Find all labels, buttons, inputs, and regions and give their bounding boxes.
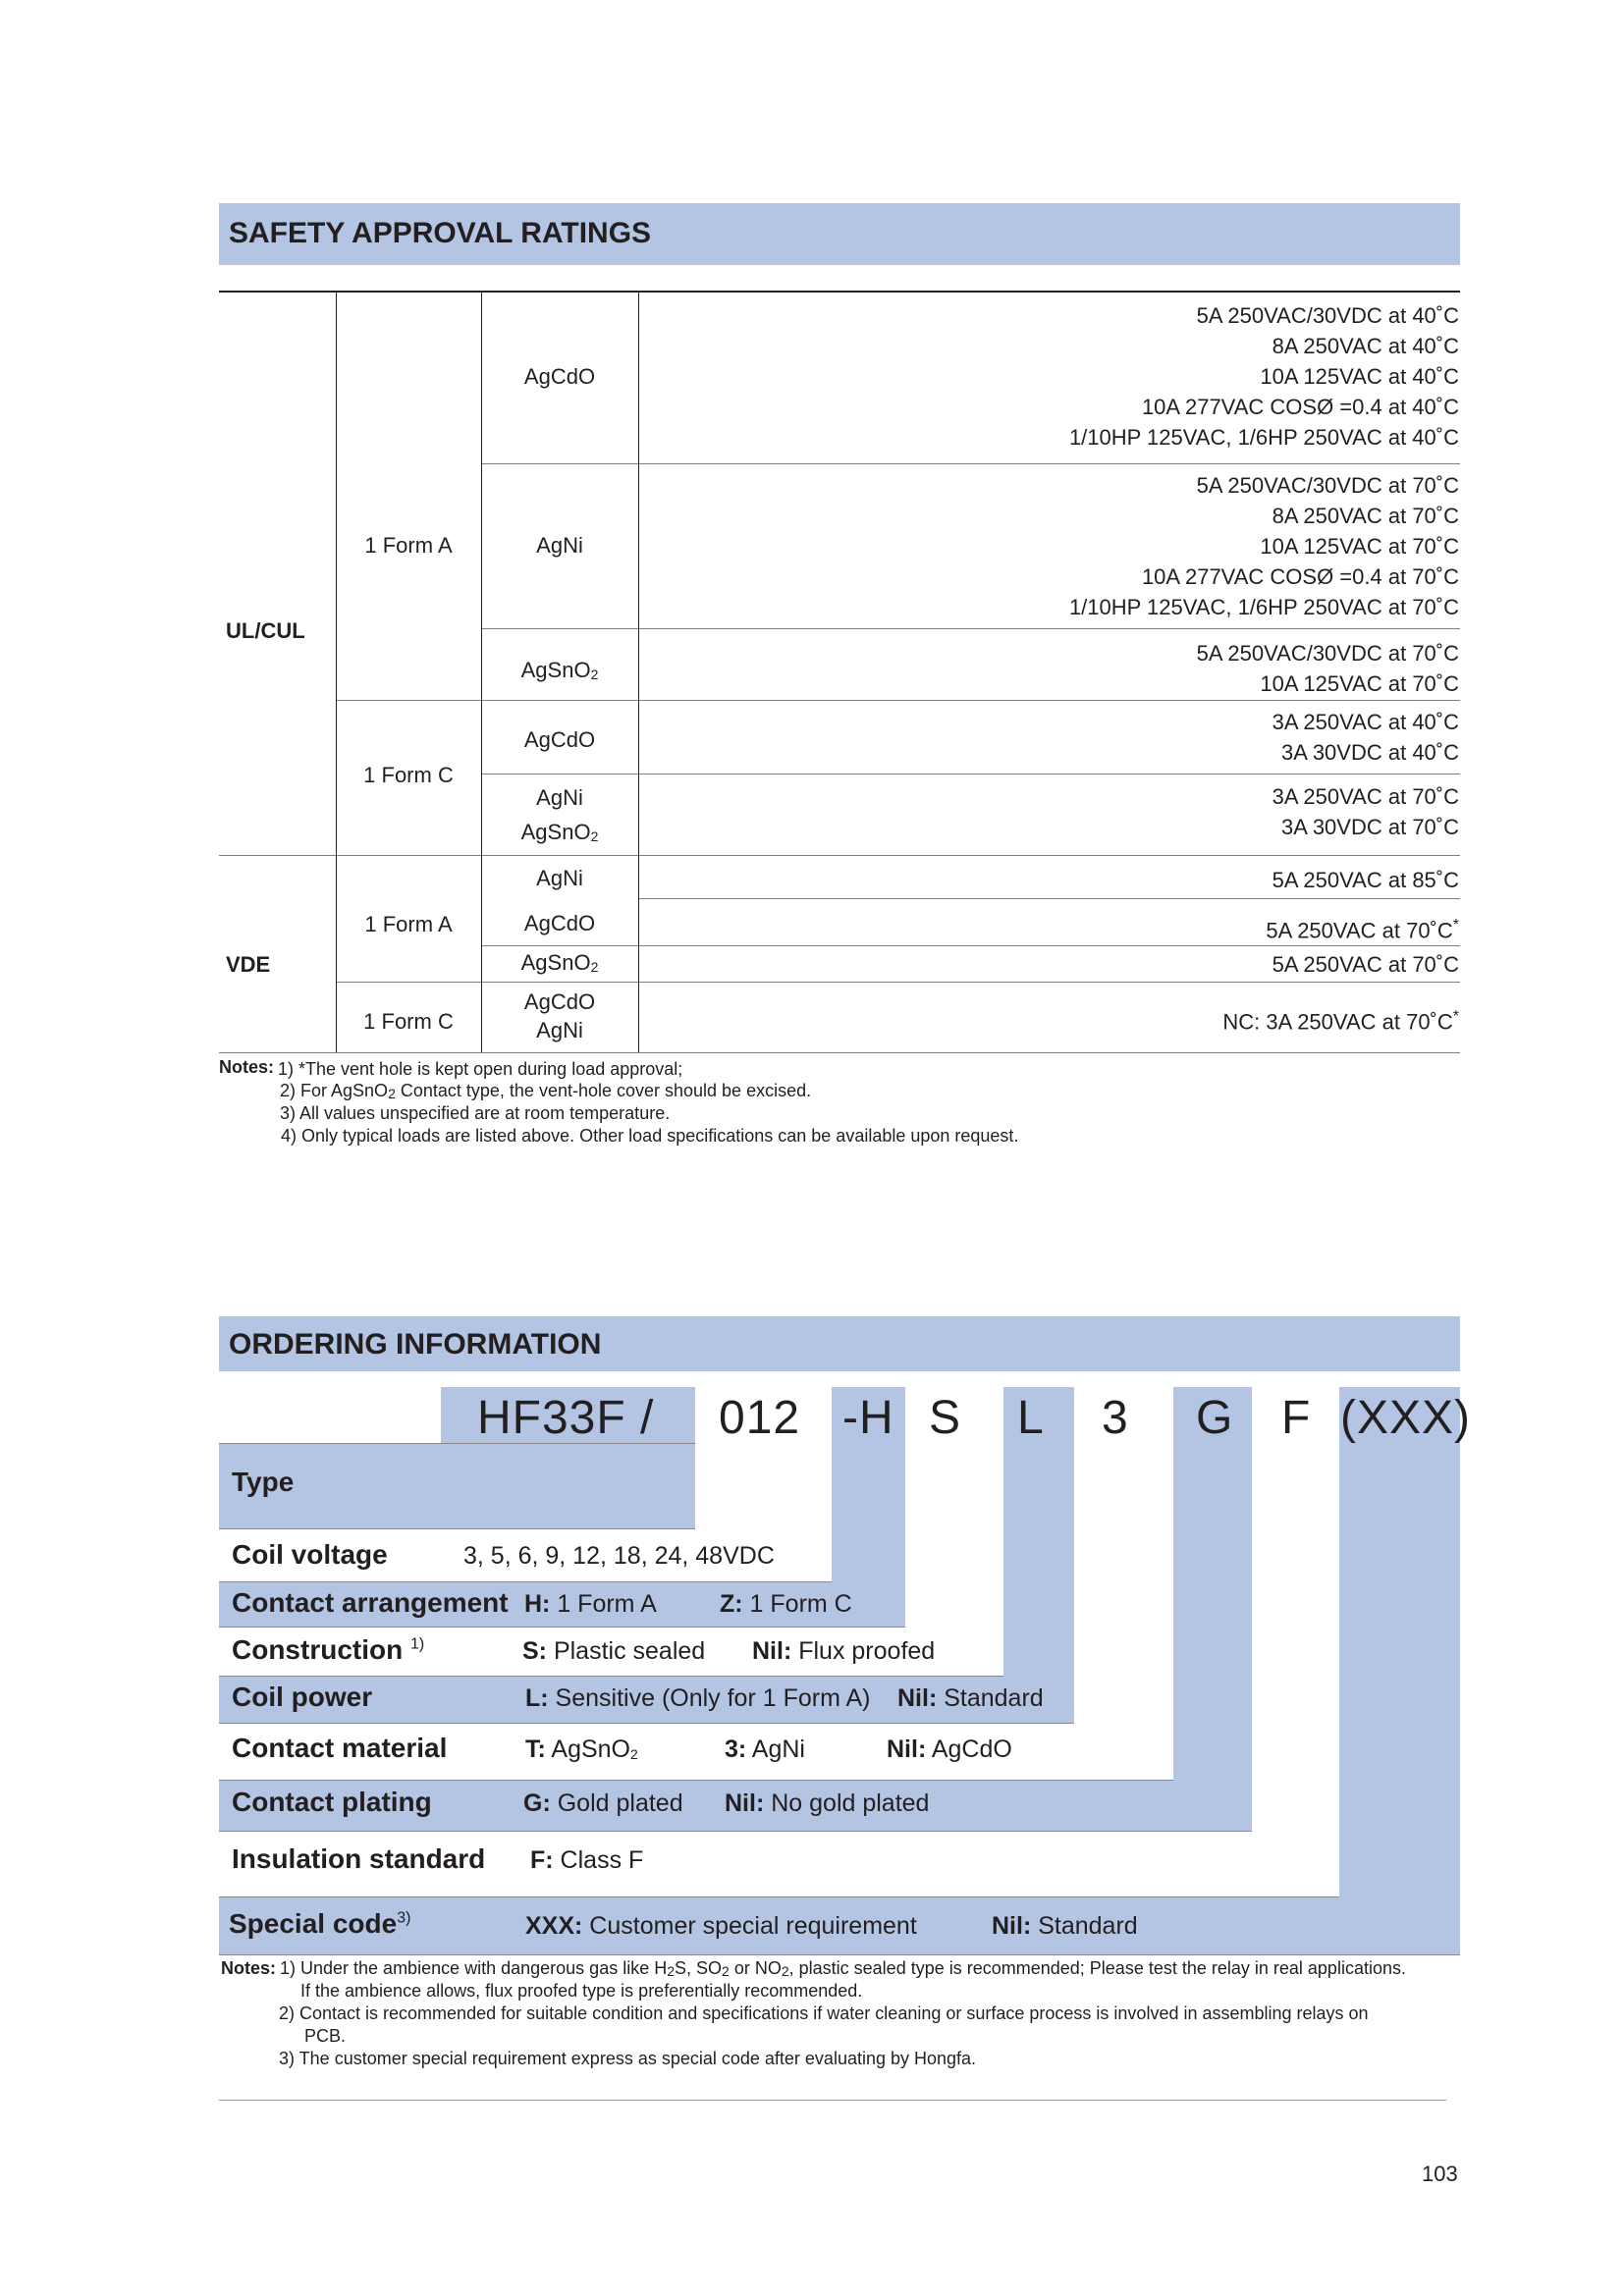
code-contact-material: 3 <box>1102 1392 1129 1444</box>
special-code-box <box>1339 1387 1460 1954</box>
code-contact-arrangement: -H <box>842 1392 894 1444</box>
rating-line: 10A 277VAC COSØ =0.4 at 70˚C <box>1141 564 1459 589</box>
row-rule <box>219 1723 1074 1724</box>
rating-line: 1/10HP 125VAC, 1/6HP 250VAC at 40˚C <box>1068 425 1459 450</box>
ordering-title: ORDERING INFORMATION <box>229 1328 602 1361</box>
form-c-label: 1 Form C <box>363 1009 454 1034</box>
rating-line: 5A 250VAC at 70˚C* <box>1266 917 1459 943</box>
note-line: 2) Contact is recommended for suitable condition and specifications if water cleaning or surface process is involved in assembling relays on <box>279 2003 1369 2023</box>
special-code-xxx: XXX: Customer special requirement <box>525 1912 917 1940</box>
contact-plating-g: G: Gold plated <box>523 1789 683 1817</box>
note-line: 1) *The vent hole is kept open during load approval; <box>278 1059 683 1079</box>
page-number: 103 <box>1422 2162 1458 2186</box>
ordering-section-header <box>219 1316 1460 1371</box>
ul-cul-label: UL/CUL <box>226 618 305 643</box>
vde-label: VDE <box>226 952 271 977</box>
plating-code-box <box>1173 1387 1252 1831</box>
special-code-nil: Nil: Standard <box>992 1912 1138 1940</box>
rating-line: 10A 125VAC at 70˚C <box>1260 534 1459 559</box>
coil-voltage-values: 3, 5, 6, 9, 12, 18, 24, 48VDC <box>463 1542 775 1570</box>
contact-material-t: T: AgSnO$_2$ <box>525 1735 638 1763</box>
table-rule <box>481 463 1460 464</box>
table-bottom-rule <box>219 1052 1460 1053</box>
table-top-rule <box>219 291 1460 293</box>
code-construction: S <box>929 1392 962 1444</box>
note-line: 2) For AgSnO$_2$ Contact type, the vent-hole cover should be excised. <box>280 1081 812 1101</box>
code-type: HF33F / <box>477 1392 655 1444</box>
rating-line: 10A 277VAC COSØ =0.4 at 40˚C <box>1141 395 1459 419</box>
form-a-label: 1 Form A <box>364 912 453 936</box>
row-rule <box>219 1896 1339 1897</box>
row-rule <box>219 1581 832 1582</box>
table-col-rule <box>336 293 337 1052</box>
rating-line: 5A 250VAC/30VDC at 40˚C <box>1196 303 1459 328</box>
row-rule <box>219 1627 905 1628</box>
row-rule <box>219 1528 695 1529</box>
contact-plating-nil: Nil: No gold plated <box>725 1789 930 1817</box>
form-a-label: 1 Form A <box>364 533 453 558</box>
table-rule <box>336 982 1460 983</box>
material-agcdo: AgCdO <box>523 989 596 1014</box>
note-line: 3) The customer special requirement express as special code after evaluating by Hongfa. <box>279 2049 977 2068</box>
coil-power-nil: Nil: Standard <box>897 1684 1044 1712</box>
note-line: 1) Under the ambience with dangerous gas like $H_2S$, $SO_2$ or $NO_2$, plastic sealed type is recommended; Please test the relay in real applications. <box>280 1958 1406 1979</box>
insulation-label: Insulation standard <box>232 1843 486 1874</box>
row-rule <box>219 1954 1460 1955</box>
material-agsno2: AgSnO$_2$ <box>520 820 599 844</box>
rating-line: 5A 250VAC at 85˚C <box>1272 868 1459 892</box>
note-line: PCB. <box>304 2026 347 2046</box>
coil-power-l: L: Sensitive (Only for 1 Form A) <box>525 1684 871 1712</box>
code-coil-voltage: 012 <box>719 1392 801 1444</box>
contact-material-nil: Nil: AgCdO <box>887 1735 1012 1763</box>
coil-power-label: Coil power <box>232 1682 373 1712</box>
material-agsno2: AgSnO$_2$ <box>520 950 599 975</box>
code-special: (XXX) <box>1340 1392 1472 1444</box>
rating-line: 10A 125VAC at 70˚C <box>1260 671 1459 696</box>
rating-line: 5A 250VAC at 70˚C <box>1272 952 1459 977</box>
notes-label: Notes: <box>219 1057 275 1077</box>
rating-line: 8A 250VAC at 40˚C <box>1272 334 1459 358</box>
form-c-label: 1 Form C <box>363 763 454 787</box>
material-agcdo: AgCdO <box>523 364 596 389</box>
row-rule <box>219 1676 1003 1677</box>
code-coil-power: L <box>1017 1392 1045 1444</box>
table-col-rule <box>638 293 639 1052</box>
safety-section-header <box>219 203 1460 265</box>
rating-line: 3A 30VDC at 40˚C <box>1281 740 1459 765</box>
notes-label: Notes: <box>221 1958 277 1978</box>
contact-arrangement-label: Contact arrangement <box>232 1587 509 1618</box>
table-rule <box>336 700 1460 701</box>
rating-block <box>1069 470 1459 622</box>
table-rule <box>638 898 1460 899</box>
material-agcdo: AgCdO <box>523 727 596 752</box>
rating-line: NC: 3A 250VAC at 70˚C* <box>1222 1008 1459 1035</box>
footer-rule <box>219 2100 1446 2101</box>
table-rule <box>219 855 1460 856</box>
row-rule <box>219 1831 1252 1832</box>
coil-voltage-label: Coil voltage <box>232 1539 388 1570</box>
rating-line: 3A 250VAC at 70˚C <box>1272 784 1459 809</box>
rating-line: 3A 250VAC at 40˚C <box>1272 710 1459 734</box>
contact-material-3: 3: AgNi <box>725 1735 805 1763</box>
special-code-label: Special code$^{3)}$ <box>229 1908 411 1939</box>
contact-plating-label: Contact plating <box>232 1787 432 1817</box>
rating-block <box>1272 707 1459 768</box>
construction-s: S: Plastic sealed <box>522 1637 706 1665</box>
rating-line: 5A 250VAC/30VDC at 70˚C <box>1196 473 1459 498</box>
construction-nil: Nil: Flux proofed <box>752 1637 936 1665</box>
construction-label: Construction $^{1)}$ <box>232 1634 425 1665</box>
rating-line: 10A 125VAC at 40˚C <box>1260 364 1459 389</box>
table-rule <box>481 628 1460 629</box>
material-agni: AgNi <box>536 533 583 558</box>
note-line: 3) All values unspecified are at room temperature. <box>280 1103 671 1123</box>
row-rule <box>219 1780 1173 1781</box>
material-agsno2: AgSnO$_2$ <box>520 658 599 682</box>
contact-material-label: Contact material <box>232 1733 448 1763</box>
rating-line: 1/10HP 125VAC, 1/6HP 250VAC at 70˚C <box>1068 595 1459 619</box>
contact-arrangement-h: H: 1 Form A <box>524 1590 657 1618</box>
rating-line: 8A 250VAC at 70˚C <box>1272 504 1459 528</box>
type-label: Type <box>232 1467 295 1497</box>
rating-block <box>1197 638 1459 699</box>
rating-line: 5A 250VAC/30VDC at 70˚C <box>1196 641 1459 666</box>
rating-block <box>1272 781 1459 842</box>
rating-line: 3A 30VDC at 70˚C <box>1281 815 1459 839</box>
material-agcdo: AgCdO <box>523 911 596 935</box>
code-contact-plating: G <box>1196 1392 1234 1444</box>
material-agni: AgNi <box>536 785 583 810</box>
contact-arrangement-z: Z: 1 Form C <box>720 1590 852 1618</box>
material-agni: AgNi <box>536 866 583 890</box>
note-line: If the ambience allows, flux proofed type is preferentially recommended. <box>300 1981 863 2001</box>
insulation-f: F: Class F <box>530 1846 644 1874</box>
safety-title: SAFETY APPROVAL RATINGS <box>229 217 652 249</box>
material-agni: AgNi <box>536 1018 583 1042</box>
code-insulation: F <box>1281 1392 1312 1444</box>
note-line: 4) Only typical loads are listed above. Other load specifications can be available upon request. <box>281 1126 1019 1146</box>
rating-block <box>1069 300 1459 453</box>
